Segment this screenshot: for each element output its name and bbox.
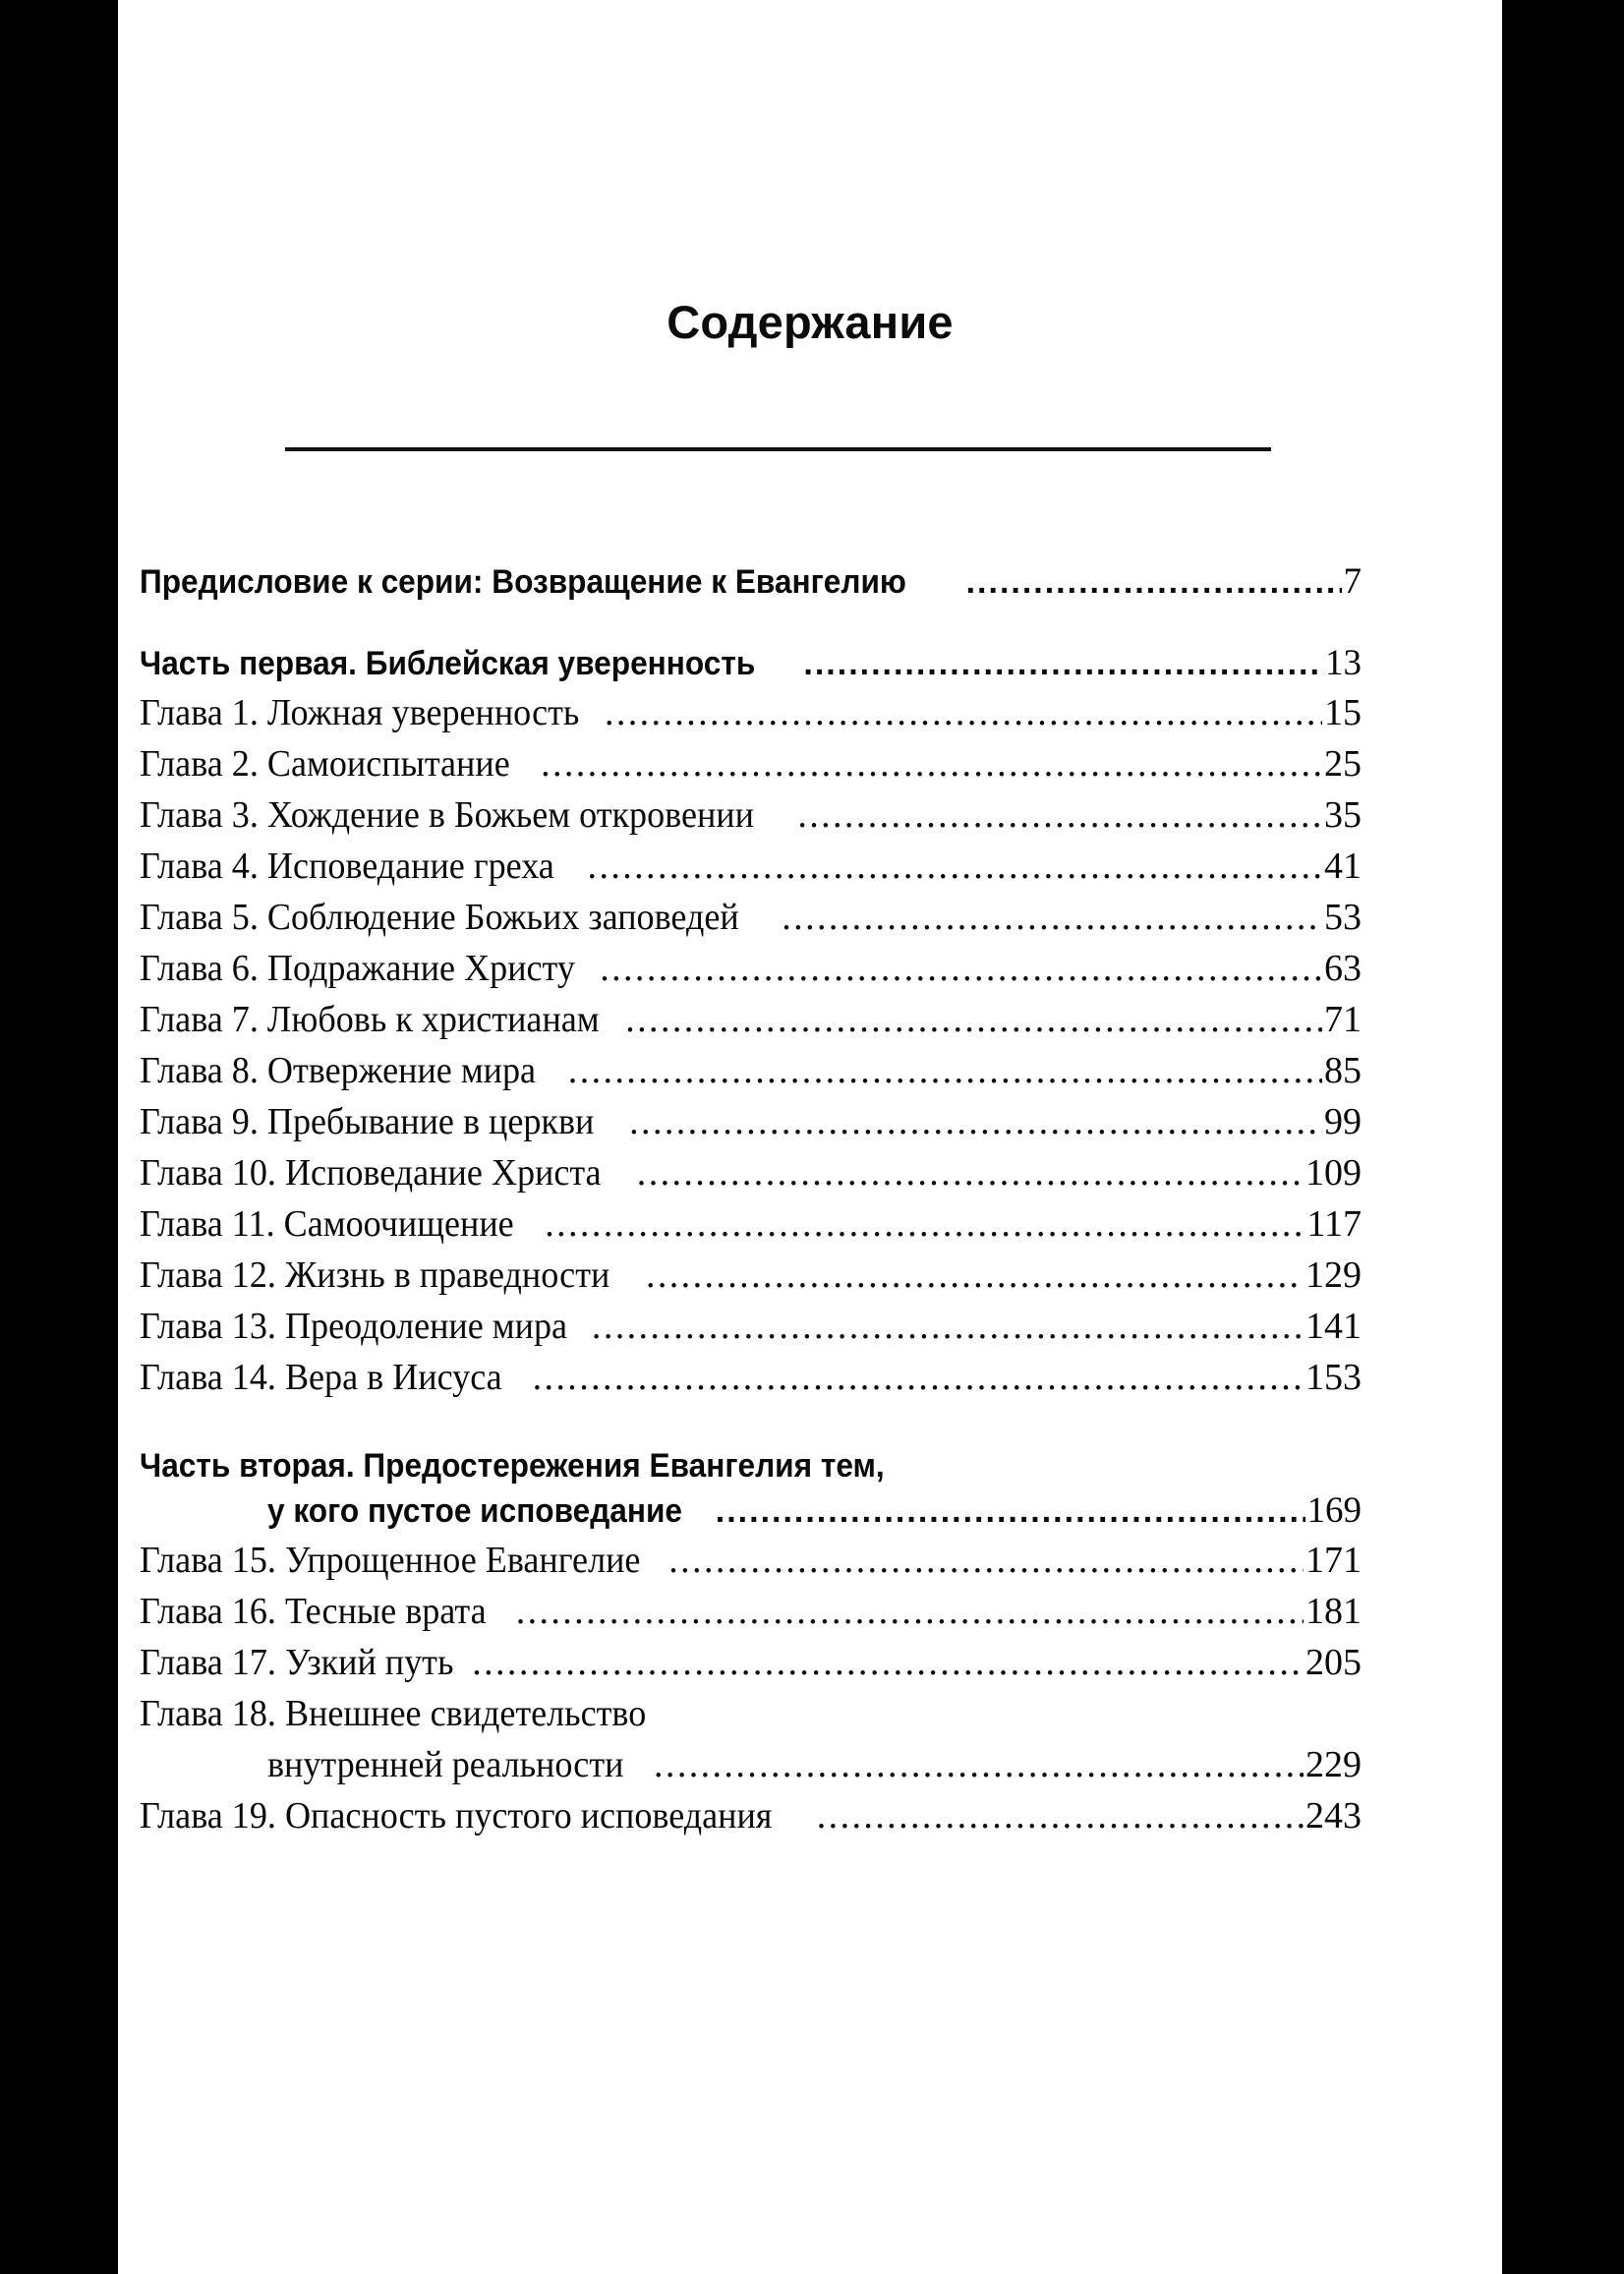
toc-dot-leader [668,1536,1304,1585]
toc-dot-leader [654,1740,1304,1789]
toc-part-heading-0-0[interactable] [140,642,1362,684]
page-title: Содержание [667,296,954,348]
toc-entry-label: Глава 1. Ложная уверенность [140,692,580,733]
toc-page-number: 25 [1324,743,1362,785]
toc-dot-leader [637,1148,1304,1197]
toc-entry-label: Глава 12. Жизнь в праведности [140,1254,619,1296]
toc-entry-label: Глава 5. Соблюдение Божьих заповедей [140,897,748,938]
toc-page-number: 229 [1305,1744,1362,1785]
toc-entry-label: Предисловие к серии: Возвращение к Евангелию [140,563,906,601]
toc-dot-leader [516,1587,1304,1636]
toc-chapter-0-1[interactable] [140,739,1362,788]
toc-page-number: 53 [1324,897,1362,938]
toc-dot-leader [545,1199,1305,1249]
vertical-spacer [118,607,1502,642]
toc-dot-leader [600,944,1322,993]
toc-entry-label: Глава 14. Вера в Иисуса [140,1357,511,1398]
toc-entry-label: Глава 15. Упрощенное Евангелие [140,1540,641,1581]
toc-entry-label: Часть вторая. Предостережения Евангелия тем, [140,1447,885,1485]
toc-chapter-0-4[interactable] [140,893,1362,942]
toc-entry-label: Часть первая. Библейская уверенность [140,645,756,682]
toc-page-number: 171 [1305,1540,1362,1581]
toc-front-matter-0[interactable] [140,560,1362,603]
toc-dot-leader [782,893,1322,942]
toc-chapter-1-0[interactable] [140,1536,1362,1585]
toc-chapter-1-1[interactable] [140,1587,1362,1636]
toc-page-number: 35 [1324,794,1362,836]
toc-entry-label: Глава 11. Самоочищение [140,1203,523,1245]
toc-entry-label: Глава 9. Пребывание в церкви [140,1101,604,1142]
toc-chapter-0-8[interactable] [140,1097,1362,1146]
toc-chapter-1-2[interactable] [140,1638,1362,1687]
toc-chapter-0-5[interactable] [140,944,1362,993]
toc-page-number: 99 [1324,1101,1362,1142]
toc-chapter-1-4[interactable] [140,1791,1362,1840]
toc-dot-leader [966,563,1342,602]
toc-dot-leader [646,1251,1304,1300]
toc-chapter-0-13[interactable] [140,1353,1362,1402]
toc-entry-label: Глава 6. Подражание Христу [140,948,575,989]
toc-chapter-0-9[interactable] [140,1148,1362,1197]
toc-page-number: 129 [1305,1254,1362,1296]
toc-page-number: 15 [1324,692,1362,733]
toc-dot-leader [588,842,1322,891]
toc-chapter-1-3-line-1[interactable] [267,1740,1362,1789]
toc-entry-label: Глава 13. Преодоление мира [140,1306,568,1347]
toc-entry-label: Глава 19. Опасность пустого исповедания [140,1795,782,1837]
toc-page-number: 7 [1343,561,1362,602]
vertical-spacer [118,1404,1502,1447]
title-divider [285,447,1271,451]
toc-entry-label: Глава 10. Исповедание Христа [140,1152,610,1194]
toc-dot-leader [716,1492,1305,1531]
toc-dot-leader [472,1638,1304,1687]
toc-chapter-0-12[interactable] [140,1302,1362,1351]
toc-entry-label: Глава 2. Самоиспытание [140,743,519,785]
toc-entry-label: Глава 8. Отвержение мира [140,1050,546,1091]
toc-dot-leader [817,1791,1304,1840]
toc-entry-label: у кого пустое исповедание [267,1492,683,1530]
toc-dot-leader [568,1046,1322,1095]
toc-page-number: 141 [1305,1306,1362,1347]
toc-page-number: 243 [1305,1795,1362,1837]
toc-dot-leader [625,995,1322,1044]
toc-dot-leader [592,1302,1304,1351]
toc-page-number: 85 [1324,1050,1362,1091]
toc-chapter-0-0[interactable] [140,688,1362,737]
toc-dot-leader [803,645,1323,683]
toc-entry-label: внутренней реальности [267,1744,633,1785]
toc-dot-leader [605,688,1322,737]
toc-entry-label: Глава 3. Хождение в Божьем откровении [140,794,763,836]
toc-page-number: 71 [1324,999,1362,1040]
toc-entry-label: Глава 17. Узкий путь [140,1642,454,1683]
toc-page-number: 117 [1306,1203,1362,1245]
book-page [118,0,1502,2274]
toc-page-number: 205 [1305,1642,1362,1683]
toc-chapter-0-7[interactable] [140,1046,1362,1095]
toc-page-number: 181 [1305,1591,1362,1632]
toc-dot-leader [629,1097,1322,1146]
toc-page-number: 153 [1305,1357,1362,1398]
toc-dot-leader [797,790,1322,840]
toc-page-number: 41 [1324,845,1362,887]
toc-chapter-0-3[interactable] [140,842,1362,891]
toc-chapter-0-2[interactable] [140,790,1362,840]
toc-part-heading-1-1[interactable] [267,1489,1362,1532]
toc-entry-label: Глава 16. Тесные врата [140,1591,495,1632]
toc-dot-leader [541,739,1322,788]
toc-part-heading-1-0[interactable] [140,1447,1362,1486]
toc-page-number: 13 [1325,643,1362,683]
toc-dot-leader [533,1353,1304,1402]
toc-chapter-0-10[interactable] [140,1199,1362,1249]
page-content [118,0,1502,2274]
toc-entry-label: Глава 7. Любовь к христианам [140,999,600,1040]
toc-page-number: 63 [1324,948,1362,989]
table-of-contents [118,560,1502,1842]
toc-entry-label: Глава 18. Внешнее свидетельство [140,1693,647,1734]
toc-chapter-0-6[interactable] [140,995,1362,1044]
toc-page-number: 169 [1306,1490,1362,1531]
toc-chapter-1-3-line-0[interactable] [140,1689,1362,1738]
toc-page-number: 109 [1305,1152,1362,1194]
toc-chapter-0-11[interactable] [140,1251,1362,1300]
toc-entry-label: Глава 4. Исповедание греха [140,845,563,887]
